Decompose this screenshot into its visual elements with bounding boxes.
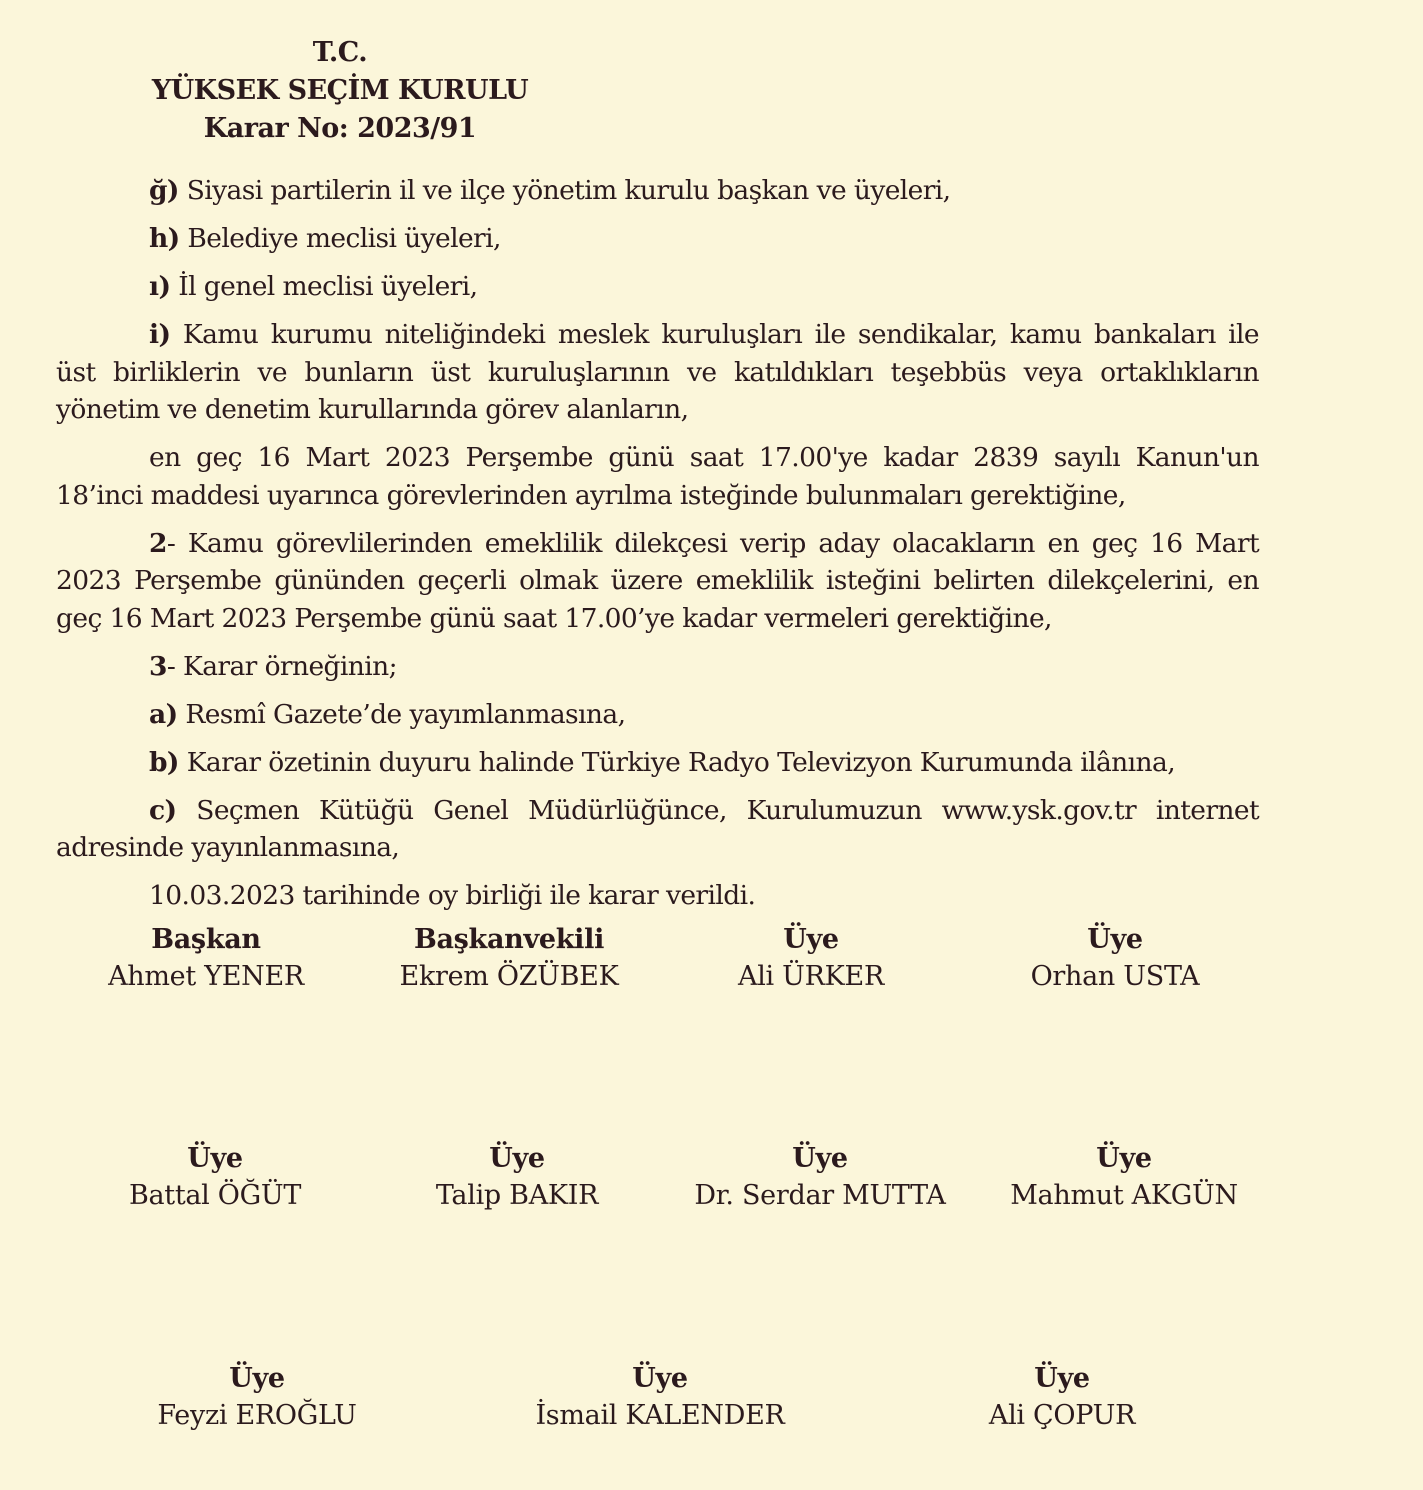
item-label: i) xyxy=(149,319,171,350)
signature-role: Üye xyxy=(229,1363,285,1394)
signature-name: Feyzi EROĞLU xyxy=(157,1400,357,1431)
paragraph-item-2 xyxy=(56,525,1259,638)
signature-member xyxy=(989,1360,1135,1434)
item-text: Seçmen Kütüğü Genel Müdürlüğünce, Kurulumuzun www.ysk.gov.tr internet adresinde yayınlanmasına, xyxy=(56,794,1259,863)
signature-name: İsmail KALENDER xyxy=(535,1400,785,1431)
signature-vice-president xyxy=(400,921,619,995)
item-label: ğ) xyxy=(149,175,179,206)
item-text: - Kamu görevlilerinden emeklilik dilekçesi verip aday olacakların en geç 16 Mart 2023 Perşembe gününden geçerli olmak üzere emeklilik isteğini belirten dilekçelerini, en geç 16 Mart 2023 Perşembe günü saat 17.00’ye kadar vermeleri gerektiğine, xyxy=(56,527,1259,634)
item-text: 10.03.2023 tarihinde oy birliği ile karar verildi. xyxy=(149,880,756,911)
header-state-abbrev: T.C. xyxy=(312,37,368,68)
signature-role: Üye xyxy=(489,1143,545,1174)
signature-member xyxy=(1010,1140,1238,1214)
paragraph-item-g xyxy=(56,172,1259,210)
item-label: b) xyxy=(149,746,179,778)
item-text: Karar özetinin duyuru halinde Türkiye Radyo Televizyon Kurumunda ilânına, xyxy=(178,746,1176,778)
item-text: - Karar örneğinin; xyxy=(166,650,397,682)
paragraph-deadline xyxy=(56,439,1259,514)
signature-name: Talip BAKIR xyxy=(435,1180,599,1211)
signature-name: Mahmut AKGÜN xyxy=(1010,1180,1238,1211)
signature-name: Ali ÜRKER xyxy=(738,961,884,992)
paragraph-item-i xyxy=(56,316,1259,429)
item-text: Belediye meclisi üyeleri, xyxy=(179,223,501,254)
decision-body xyxy=(56,172,1259,925)
document-header xyxy=(140,34,540,148)
signature-name: Dr. Serdar MUTTA xyxy=(694,1180,946,1211)
signature-role: Üye xyxy=(1034,1363,1090,1394)
paragraph-item-dotless-i xyxy=(56,268,1259,306)
paragraph-item-3 xyxy=(56,648,1259,686)
signature-role: Başkan xyxy=(151,924,261,955)
signature-member xyxy=(436,1140,598,1214)
header-decision-number: Karar No: 2023/91 xyxy=(203,113,477,144)
paragraph-decision-date xyxy=(56,877,1259,915)
item-label: h) xyxy=(149,223,180,254)
paragraph-item-c xyxy=(56,792,1259,867)
item-text: Siyasi partilerin il ve ilçe yönetim kurulu başkan ve üyeleri, xyxy=(178,175,951,206)
item-text: en geç 16 Mart 2023 Perşembe günü saat 17.00'ye kadar 2839 sayılı Kanun'un 18’inci maddesi uyarınca görevlerinden ayrılma isteğinde bulunmaları gerektiğine, xyxy=(56,442,1259,511)
item-label: ı) xyxy=(149,271,171,302)
signature-member xyxy=(1031,921,1200,995)
item-text: Kamu kurumu niteliğindeki meslek kuruluşları ile sendikalar, kamu bankaları ile üst birliklerin ve bunların üst kuruluşlarının ve katıldıkları teşebbüs veya ortaklıkların yönetim ve denetim kurullarında görev alanların, xyxy=(56,319,1259,425)
signature-role: Başkanvekili xyxy=(413,924,605,955)
signature-member xyxy=(129,1140,301,1214)
signature-role: Üye xyxy=(632,1363,688,1394)
paragraph-item-b xyxy=(56,744,1259,782)
signature-name: Battal ÖĞÜT xyxy=(128,1180,302,1211)
header-institution: YÜKSEK SEÇİM KURULU xyxy=(151,75,529,106)
item-text: İl genel meclisi üyeleri, xyxy=(170,271,478,302)
signature-name: Ekrem ÖZÜBEK xyxy=(399,961,619,992)
signature-member xyxy=(535,1360,784,1434)
item-text: Resmî Gazete’de yayımlanmasına, xyxy=(177,698,626,730)
signature-president xyxy=(108,921,304,995)
paragraph-item-h xyxy=(56,220,1259,258)
item-label: 2 xyxy=(149,527,167,559)
signature-name: Ali ÇOPUR xyxy=(988,1400,1136,1431)
item-label: c) xyxy=(149,794,177,826)
signature-name: Orhan USTA xyxy=(1030,961,1200,992)
signature-name: Ahmet YENER xyxy=(108,961,304,992)
signature-member xyxy=(157,1360,356,1434)
signature-role: Üye xyxy=(783,924,839,955)
signature-role: Üye xyxy=(187,1143,243,1174)
paragraph-item-a xyxy=(56,696,1259,734)
signature-member xyxy=(694,1140,945,1214)
signature-role: Üye xyxy=(792,1143,848,1174)
signature-member xyxy=(738,921,884,995)
item-label: 3 xyxy=(149,650,167,682)
item-label: a) xyxy=(149,698,178,730)
signature-role: Üye xyxy=(1096,1143,1152,1174)
signature-role: Üye xyxy=(1087,924,1143,955)
